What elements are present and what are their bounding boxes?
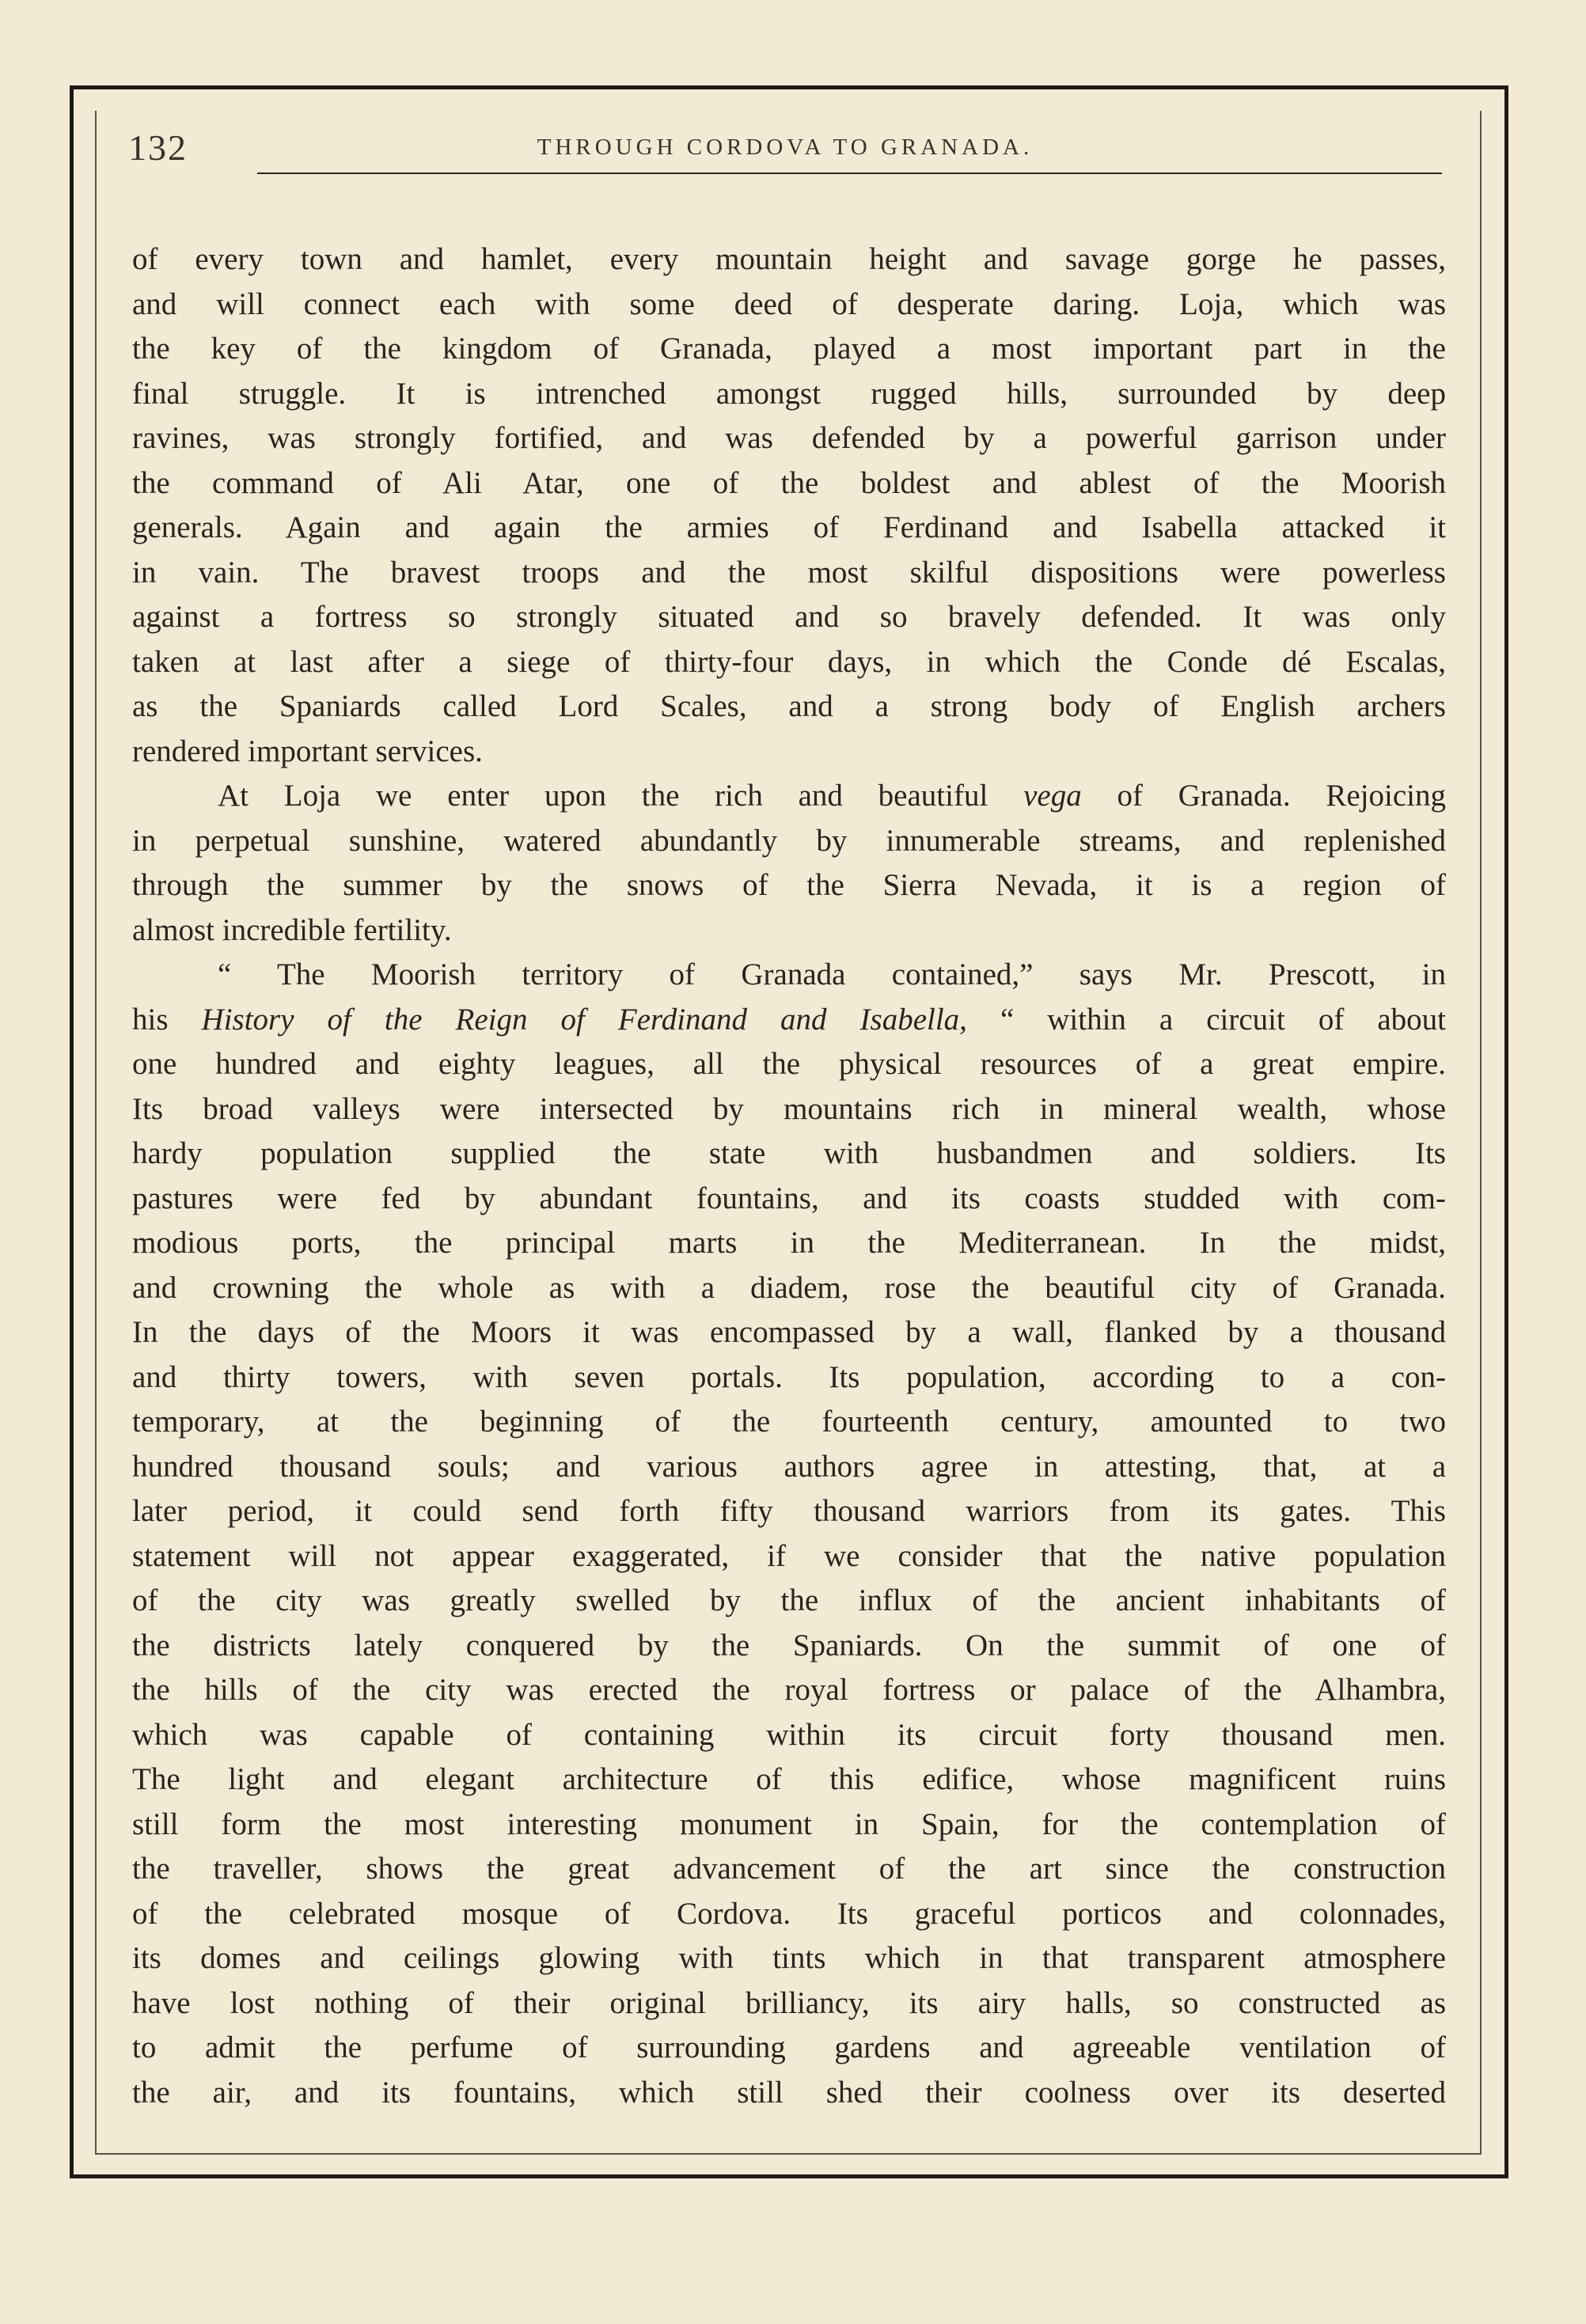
- text-line: have lost nothing of their original brilliancy, its airy halls, so constructed as: [132, 1985, 1446, 2020]
- text-line: of the celebrated mosque of Cordova. Its graceful porticos and colonnades,: [132, 1896, 1446, 1931]
- text-line: the hills of the city was erected the royal fortress or palace of the Alhambra,: [132, 1673, 1446, 1707]
- body-text: [132, 237, 1446, 2121]
- text-line: of the city was greatly swelled by the influx of the ancient inhabitants of: [132, 1583, 1446, 1617]
- text-line: generals. Again and again the armies of Ferdinand and Isabella attacked it: [132, 510, 1446, 544]
- text-line: the districts lately conquered by the Spaniards. On the summit of one of: [132, 1628, 1446, 1662]
- text-line: its domes and ceilings glowing with tints which in that transparent atmosphere: [132, 1941, 1446, 1975]
- text-line-with-italic: [132, 774, 1446, 819]
- header-rule: [257, 172, 1442, 174]
- text-line: as the Spaniards called Lord Scales, and a strong body of English archers: [132, 689, 1446, 723]
- text-line: modious ports, the principal marts in the Mediterranean. In the midst,: [132, 1226, 1446, 1260]
- text-line: to admit the perfume of surrounding gardens and agreeable ventilation of: [132, 2030, 1446, 2064]
- text-line: hundred thousand souls; and various authors agree in attesting, that, at a: [132, 1449, 1446, 1484]
- italic-term: vega: [1023, 779, 1082, 813]
- text-line: temporary, at the beginning of the fourteenth century, amounted to two: [132, 1405, 1446, 1439]
- text-line: later period, it could send forth fifty thousand warriors from its gates. This: [132, 1494, 1446, 1528]
- text-span: of Granada. Rejoicing: [1081, 779, 1446, 813]
- text-line: the command of Ali Atar, one of the boldest and ablest of the Moorish: [132, 465, 1446, 500]
- text-line: final struggle. It is intrenched amongst rugged hills, surrounded by deep: [132, 376, 1446, 411]
- running-head: THROUGH CORDOVA TO GRANADA.: [537, 135, 1034, 160]
- text-line: of every town and hamlet, every mountain height and savage gorge he passes,: [132, 242, 1446, 276]
- text-line: and thirty towers, with seven portals. Its population, according to a con-: [132, 1359, 1446, 1394]
- text-line-with-italic: [132, 998, 1446, 1043]
- text-span: his: [132, 1002, 202, 1037]
- text-line: hardy population supplied the state with husbandmen and soldiers. Its: [132, 1136, 1446, 1170]
- text-line: and will connect each with some deed of desperate daring. Loja, which was: [132, 286, 1446, 321]
- text-line: the traveller, shows the great advancement of the art since the construction: [132, 1852, 1446, 1886]
- text-span: At Loja we enter upon the rich and beautiful: [218, 779, 1024, 813]
- italic-book-title: History of the Reign of Ferdinand and Isabella,: [201, 1002, 967, 1037]
- text-line: one hundred and eighty leagues, all the physical resources of a great empire.: [132, 1047, 1446, 1081]
- text-line: the key of the kingdom of Granada, played a most important part in the: [132, 332, 1446, 366]
- text-line: the air, and its fountains, which still shed their coolness over its deserted: [132, 2075, 1446, 2110]
- text-line: still form the most interesting monument in Spain, for the contemplation of: [132, 1807, 1446, 1841]
- text-line: The light and elegant architecture of this edifice, whose magnificent ruins: [132, 1762, 1446, 1796]
- text-line: almost incredible fertility.: [132, 912, 452, 947]
- text-line: statement will not appear exaggerated, if we consider that the native population: [132, 1538, 1446, 1573]
- text-line: which was capable of containing within its circuit forty thousand men.: [132, 1717, 1446, 1752]
- text-line: pastures were fed by abundant fountains, and its coasts studded with com-: [132, 1181, 1446, 1215]
- text-line: through the summer by the snows of the Sierra Nevada, it is a region of: [132, 868, 1446, 902]
- text-line: In the days of the Moors it was encompassed by a wall, flanked by a thousand: [132, 1315, 1446, 1349]
- text-line: ravines, was strongly fortified, and was defended by a powerful garrison under: [132, 421, 1446, 455]
- text-line: taken at last after a siege of thirty-four days, in which the Conde dé Escalas,: [132, 644, 1446, 679]
- text-line: in perpetual sunshine, watered abundantly by innumerable streams, and replenished: [132, 823, 1446, 858]
- text-line: Its broad valleys were intersected by mountains rich in mineral wealth, whose: [132, 1091, 1446, 1126]
- text-span: “ within a circuit of about: [966, 1002, 1446, 1037]
- page-number: 132: [128, 127, 188, 168]
- text-line: rendered important services.: [132, 734, 483, 768]
- text-line: in vain. The bravest troops and the most skilful dispositions were powerless: [132, 555, 1446, 590]
- text-line: against a fortress so strongly situated and so bravely defended. It was only: [132, 600, 1446, 634]
- text-line: and crowning the whole as with a diadem, rose the beautiful city of Granada.: [132, 1270, 1446, 1305]
- text-line: “ The Moorish territory of Granada contained,” says Mr. Prescott, in: [218, 957, 1446, 991]
